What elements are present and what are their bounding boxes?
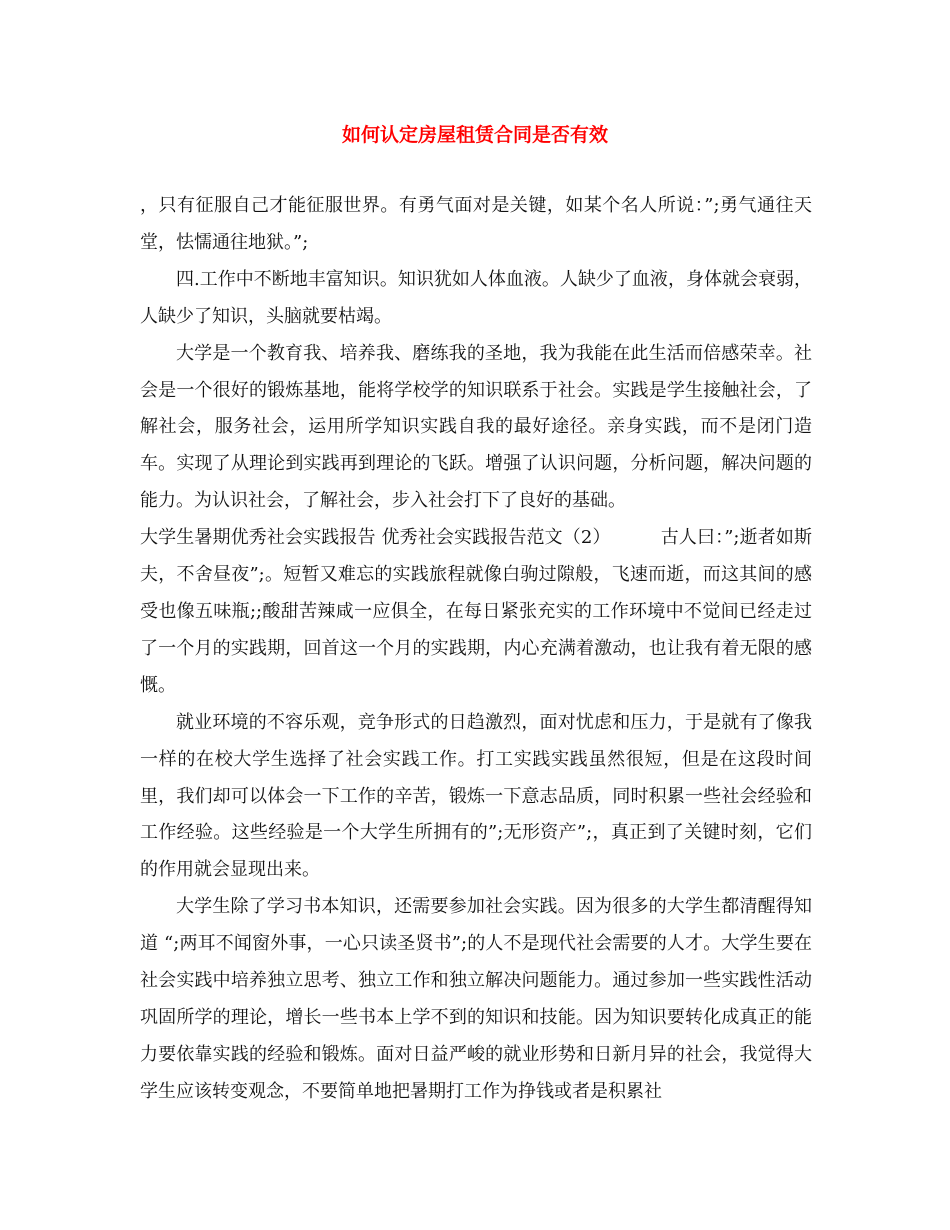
paragraph-1: ，只有征服自己才能征服世界。有勇气面对是关键，如某个名人所说：”;勇气通往天堂，怯懦通往地狱。”; — [140, 195, 812, 253]
report-heading: 大学生暑期优秀社会实践报告 优秀社会实践报告范文（2） — [140, 527, 611, 549]
paragraph-3: 大学是一个教育我、培养我、磨练我的圣地，我为我能在此生活而倍感荣幸。社会是一个很好的锻炼基地，能将学校学的知识联系于社会。实践是学生接触社会，了解社会，服务社会，运用所学知识实践自我的最好途径。亲身实践，而不是闭门造车。实现了从理论到实践再到理论的飞跃。增强了认识问题，分析问题，解决问题的能力。为认识社会，了解社会，步入社会打下了良好的基础。 — [140, 342, 812, 512]
paragraph-4 — [140, 520, 812, 705]
report-continuation: 古人曰：”;逝者如斯夫，不舍昼夜”;。短暂又难忘的实践旅程就像白驹过隙般，飞速而逝，而这其间的感受也像五味瓶;;酸甜苦辣咸一应俱全，在每日紧张充实的工作环境中不觉间已经走过了一个月的实践期，回首这一个月的实践期，内心充满着激动，也让我有着无限的感慨。 — [140, 527, 812, 696]
document-body — [140, 188, 812, 1111]
paragraph-6: 大学生除了学习书本知识，还需要参加社会实践。因为很多的大学生都清醒得知道 “;两耳不闻窗外事，一心只读圣贤书”;的人不是现代社会需要的人才。大学生要在社会实践中培养独立思考、独立工作和独立解决问题能力。通过参加一些实践性活动巩固所学的理论，增长一些书本上学不到的知识和技能。因为知识要转化成真正的能力要依靠实践的经验和锻炼。面对日益严峻的就业形势和日新月异的社会，我觉得大学生应该转变观念，不要简单地把暑期打工作为挣钱或者是积累社 — [140, 896, 812, 1102]
paragraph-2: 四.工作中不断地丰富知识。知识犹如人体血液。人缺少了血液，身体就会衰弱，人缺少了知识，头脑就要枯竭。 — [140, 268, 812, 327]
document-title: 如何认定房屋租赁合同是否有效 — [341, 124, 608, 146]
paragraph-5: 就业环境的不容乐观，竞争形式的日趋激烈，面对忧虑和压力，于是就有了像我一样的在校大学生选择了社会实践工作。打工实践实践虽然很短，但是在这段时间里，我们却可以体会一下工作的辛苦，锻炼一下意志品质，同时积累一些社会经验和工作经验。这些经验是一个大学生所拥有的”;无形资产”;，真正到了关键时刻，它们的作用就会显现出来。 — [140, 711, 812, 881]
